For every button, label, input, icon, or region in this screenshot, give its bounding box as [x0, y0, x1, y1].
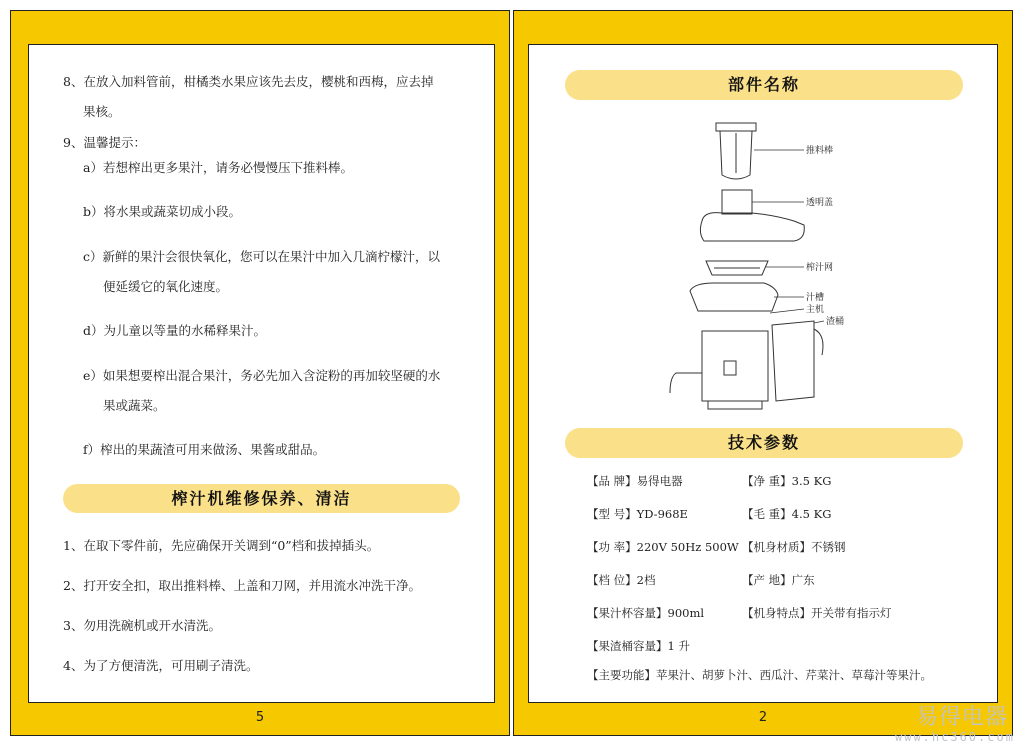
- instruction-line: 8、在放入加料管前，柑橘类水果应该先去皮，樱桃和西梅，应去掉: [63, 74, 434, 89]
- care-section-title: 榨汁机维修保养、清洁: [63, 484, 460, 513]
- tips-heading: 9、温馨提示：: [63, 135, 146, 150]
- parts-section-title: 部件名称: [565, 70, 963, 100]
- spec-brand: 【品 牌】易得电器: [587, 474, 683, 488]
- care-item: 1、在取下零件前，先应确保开关调到“0”档和拔掉插头。: [63, 538, 380, 553]
- spec-speed: 【档 位】2档: [587, 573, 656, 587]
- left-page-content: [28, 44, 495, 703]
- spec-juice-cup-capacity: 【果汁杯容量】900ml: [587, 606, 705, 620]
- spec-body-feature: 【机身特点】开关带有指示灯: [742, 606, 892, 620]
- spec-material: 【机身材质】不锈钢: [742, 540, 846, 554]
- tip-e: e）如果想要榨出混合果汁，务必先加入含淀粉的再加较坚硬的水: [83, 368, 441, 383]
- spec-model: 【型 号】YD-968E: [587, 507, 688, 521]
- right-page: [513, 10, 1013, 736]
- spec-origin: 【产 地】广东: [742, 573, 815, 587]
- instruction-line: 果核。: [83, 104, 121, 119]
- tip-f: f）榨出的果蔬渣可用来做汤、果酱或甜品。: [83, 442, 326, 457]
- juicer-parts-diagram: [654, 115, 884, 415]
- label-pusher: 推料棒: [806, 146, 834, 156]
- tip-a: a）若想榨出更多果汁，请务必慢慢压下推料棒。: [83, 160, 353, 175]
- spec-pulp-bin-capacity: 【果渣桶容量】1 升: [587, 639, 690, 653]
- page-number: 5: [255, 710, 265, 725]
- care-item: 2、打开安全扣，取出推料棒、上盖和刀网，并用流水冲洗干净。: [63, 578, 421, 593]
- spec-power: 【功 率】220V 50Hz 500W: [587, 540, 739, 554]
- label-clear-lid: 透明盖: [806, 198, 834, 208]
- tip-e-cont: 果或蔬菜。: [103, 398, 166, 413]
- page-number: 2: [758, 710, 768, 725]
- label-filter: 榨汁网: [806, 263, 834, 273]
- left-page: [10, 10, 510, 736]
- spec-main-functions: 【主要功能】苹果汁、胡萝卜汁、西瓜汁、芹菜汁、草莓汁等果汁。: [587, 668, 932, 682]
- tip-b: b）将水果或蔬菜切成小段。: [83, 204, 242, 219]
- label-pulp-bin: 渣桶: [826, 317, 845, 327]
- care-item: 3、勿用洗碗机或开水清洗。: [63, 618, 221, 633]
- spec-net-weight: 【净 重】3.5 KG: [742, 474, 832, 488]
- tip-c: c）新鲜的果汁会很快氧化，您可以在果汁中加入几滴柠檬汁，以: [83, 249, 441, 264]
- tip-d: d）为儿童以等量的水稀释果汁。: [83, 323, 267, 338]
- label-juice-tray: 汁槽: [806, 293, 825, 303]
- specs-section-title: 技术参数: [565, 428, 963, 458]
- watermark-brand: 易得电器: [916, 705, 1009, 730]
- care-item: 4、为了方便清洗，可用刷子清洗。: [63, 658, 259, 673]
- watermark-url: www.hc360.com: [895, 730, 1015, 744]
- spec-gross-weight: 【毛 重】4.5 KG: [742, 507, 832, 521]
- tip-c-cont: 便延缓它的氧化速度。: [103, 279, 229, 294]
- label-main-body: 主机: [806, 305, 825, 315]
- right-page-content: [528, 44, 998, 703]
